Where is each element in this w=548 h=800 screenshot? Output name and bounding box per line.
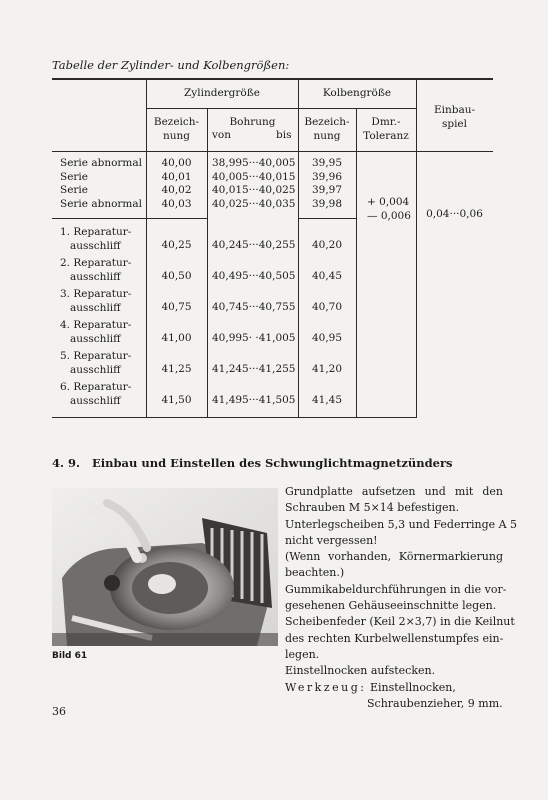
instruction-line: legen. <box>285 647 320 661</box>
row-repair-1-label: 1. Reparatur- ausschliff <box>60 226 132 252</box>
row-repair-2-bez: 40,50 <box>161 270 192 282</box>
row-repair-3-kolben: 40,70 <box>311 301 343 313</box>
header-bez-cyl: Bezeich- nung <box>153 116 200 142</box>
row-serie-3-bohrung: 40,015···40,025 <box>212 184 296 196</box>
row-serie-3-label: Serie <box>60 184 88 196</box>
table-rule-group <box>146 108 416 109</box>
instruction-line: Gummikabeldurchführungen in die vor- <box>285 582 507 596</box>
instruction-line: Unterlegscheiben 5,3 und Federringe A 5 <box>285 517 518 531</box>
section-heading: 4. 9. Einbau und Einstellen des Schwunglichtmagnetzünders <box>52 456 453 470</box>
header-piston-group: Kolbengröße <box>322 87 392 99</box>
instruction-line: Scheibenfeder (Keil 2×3,7) in die Keilnut <box>285 615 515 629</box>
row-serie-1-label: Serie abnormal <box>60 157 142 169</box>
instruction-line: (Wenn vorhanden, Körnermarkierung <box>285 550 503 564</box>
row-repair-2-label: 2. Reparatur- ausschliff <box>60 257 132 283</box>
size-table <box>52 78 493 418</box>
page-number: 36 <box>52 705 66 718</box>
table-vline-2 <box>207 108 208 418</box>
row-repair-5-bez: 41,25 <box>161 363 192 375</box>
tolerance-minus: — 0,006 <box>367 210 411 222</box>
instruction-line: Schrauben M 5×14 befestigen. <box>285 501 460 515</box>
header-von: von <box>212 129 232 141</box>
table-rule-bottom <box>52 417 416 418</box>
row-repair-6-bez: 41,50 <box>161 394 192 406</box>
row-repair-1-bohrung: 40,245···40,255 <box>212 239 296 251</box>
row-repair-3-label: 3. Reparatur- ausschliff <box>60 288 132 314</box>
tool-item-1: Einstellnocken, <box>369 680 456 694</box>
figure-photo <box>52 488 278 646</box>
row-serie-1-bohrung: 38,995···40,005 <box>212 157 296 169</box>
header-einbauspiel: Einbau- spiel <box>433 104 476 130</box>
table-rule-serie-piston <box>298 218 356 219</box>
row-repair-4-label: 4. Reparatur- ausschliff <box>60 319 132 345</box>
row-repair-4-bohrung: 40,995· ·41,005 <box>212 332 296 344</box>
header-bez-piston: Bezeich- nung <box>304 116 350 142</box>
row-repair-3-bez: 40,75 <box>161 301 192 313</box>
row-repair-3-bohrung: 40,745···40,755 <box>212 301 296 313</box>
einbauspiel-value: 0,04···0,06 <box>426 208 483 220</box>
row-serie-1-kolben: 39,95 <box>311 157 343 169</box>
tool-item-2: Schraubenzieher, 9 mm. <box>367 696 503 710</box>
row-serie-2-bohrung: 40,005···40,015 <box>212 170 296 183</box>
row-repair-6-bohrung: 41,495···41,505 <box>212 394 296 406</box>
row-repair-6-label: 6. Reparatur- ausschliff <box>60 381 132 407</box>
row-repair-2-bohrung: 40,495···40,505 <box>212 270 296 282</box>
tool-line <box>285 680 503 696</box>
row-serie-4-bez: 40,03 <box>161 197 192 210</box>
row-repair-4-bez: 41,00 <box>161 332 192 344</box>
row-repair-6-kolben: 41,45 <box>311 394 343 406</box>
instruction-line: nicht vergessen! <box>285 533 378 547</box>
header-cylinder-group: Zylindergröße <box>184 87 260 99</box>
row-serie-1-bez: 40,00 <box>161 157 192 169</box>
row-repair-4-kolben: 40,95 <box>311 332 343 344</box>
row-serie-4-bohrung: 40,025···40,035 <box>212 197 296 210</box>
row-serie-3-kolben: 39,97 <box>311 184 343 196</box>
row-serie-4-kolben: 39,98 <box>311 197 343 210</box>
row-serie-4-label: Serie abnormal <box>60 197 142 210</box>
row-serie-2-kolben: 39,96 <box>311 170 343 183</box>
row-serie-2-bez: 40,01 <box>161 170 192 183</box>
row-serie-2-label: Serie <box>60 170 88 183</box>
figure-label: Bild 61 <box>52 651 88 661</box>
header-bis: bis <box>276 129 292 141</box>
instruction-line: des rechten Kurbelwellenstumpfes ein- <box>285 631 504 645</box>
table-rule-serie <box>52 218 207 219</box>
table-rule-header <box>52 151 493 152</box>
instruction-line: gesehenen Gehäuseeinschnitte legen. <box>285 599 497 613</box>
instructions-text <box>285 484 518 712</box>
tolerance-plus: + 0,004 <box>367 196 410 208</box>
instruction-line: Einstellnocken aufstecken. <box>285 664 436 678</box>
row-repair-1-bez: 40,25 <box>161 239 192 251</box>
instruction-line: Grundplatte aufsetzen und mit den <box>285 485 503 498</box>
header-dmr-toleranz: Dmr.- Toleranz <box>363 116 409 142</box>
row-repair-2-kolben: 40,45 <box>311 270 343 282</box>
row-repair-5-kolben: 41,20 <box>311 363 343 375</box>
row-serie-3-bez: 40,02 <box>161 184 192 196</box>
table-vline-4 <box>356 108 357 418</box>
instruction-line: beachten.) <box>285 566 345 580</box>
row-repair-5-label: 5. Reparatur- ausschliff <box>60 350 132 376</box>
tool-label: Werkzeug: <box>285 680 367 694</box>
row-repair-5-bohrung: 41,245···41,255 <box>212 363 296 375</box>
table-rule-top <box>52 78 493 80</box>
table-caption: Tabelle der Zylinder- und Kolbengrößen: <box>52 58 290 72</box>
header-bohrung: Bohrung <box>229 116 276 128</box>
row-repair-1-kolben: 40,20 <box>311 239 343 251</box>
engine-photo-illustration <box>52 488 278 646</box>
